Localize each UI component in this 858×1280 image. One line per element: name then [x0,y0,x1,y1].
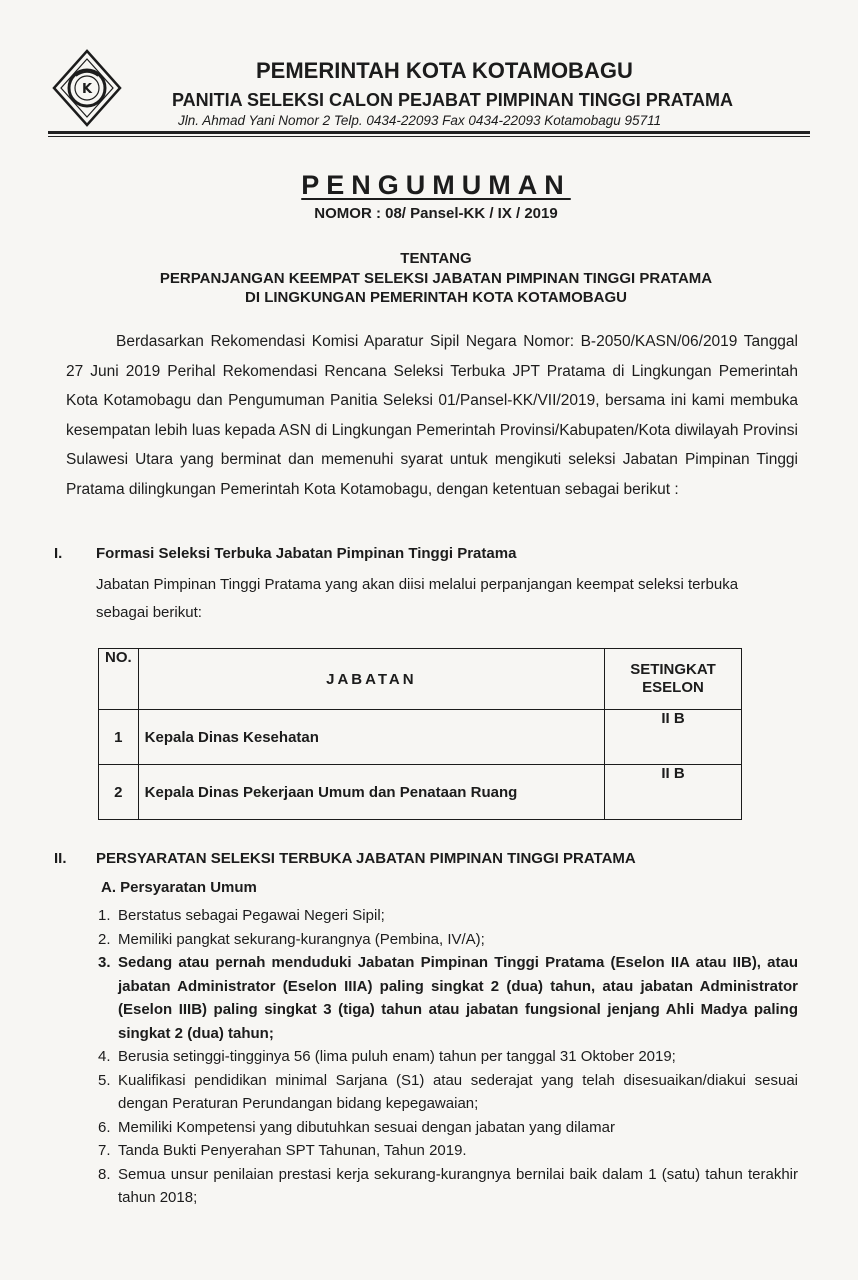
intro-paragraph: Berdasarkan Rekomendasi Komisi Aparatur Sipil Negara Nomor: B-2050/KASN/06/2019 Tanggal 27 Juni 2019 Perihal Rekomendasi Rencana Seleksi Terbuka JPT Pratama di Lingkungan Pemerintah Kota Kotamobagu dan Pengumuman Panitia Seleksi 01/Pansel-KK/VII/2019, bersama ini kami membuka kesempatan lebih luas kepada ASN di Lingkungan Pemerintah Provinsi/Kabupaten/Kota diwilayah Provinsi Sulawesi Utara yang berminat dan memenuhi syarat untuk mengikuti seleksi Jabatan Pimpinan Tinggi Pratama dilingkungan Pemerintah Kota Kotamobagu, dengan ketentuan sebagai berikut : [66,333,798,498]
table-row [99,765,742,820]
subsection-a-heading: A. Persyaratan Umum [101,879,257,896]
header-eselon-line-1: SETINGKAT [630,661,716,678]
list-item-number: 7. [98,1142,111,1159]
list-item-text: Berusia setinggi-tingginya 56 (lima puluh enam) tahun per tanggal 31 Oktober 2019; [118,1048,676,1065]
row-jabatan: Kepala Dinas Kesehatan [138,710,604,765]
crest-letter: K [81,82,93,97]
table-header-row [99,649,742,710]
list-item-number: 8. [98,1165,111,1183]
table-row [99,710,742,765]
letterhead-address: Jln. Ahmad Yani Nomor 2 Telp. 0434-22093 Fax 0434-22093 Kotamobagu 95711 [178,113,662,128]
list-item [98,1163,798,1210]
list-item [98,1116,798,1140]
list-item-text: Memiliki Kompetensi yang dibutuhkan sesuai dengan jabatan yang dilamar [118,1118,615,1136]
kotamobagu-crest-icon [50,48,124,128]
letterhead-subtitle: PANITIA SELEKSI CALON PEJABAT PIMPINAN TINGGI PRATAMA [172,90,734,110]
letterhead-rule-thick [48,131,810,134]
header-eselon [605,649,742,710]
list-item-number: 5. [98,1071,111,1089]
list-item [98,928,798,952]
section-1-heading: Formasi Seleksi Terbuka Jabatan Pimpinan Tinggi Pratama [96,545,517,562]
document-number: NOMOR : 08/ Pansel-KK / IX / 2019 [314,205,558,222]
list-item-number: 1. [98,907,111,924]
position-table [98,648,742,820]
row-eselon: II B [605,765,742,820]
list-item-text: Berstatus sebagai Pegawai Negeri Sipil; [118,907,385,924]
section-2-heading: PERSYARATAN SELEKSI TERBUKA JABATAN PIMPINAN TINGGI PRATAMA [96,850,636,867]
section-2-number: II. [54,850,67,867]
tentang-line-2: DI LINGKUNGAN PEMERINTAH KOTA KOTAMOBAGU [245,289,627,306]
section-1-number: I. [54,545,63,562]
list-item [98,1139,798,1163]
list-item-number: 4. [98,1048,111,1065]
list-item-text: Semua unsur penilaian prestasi kerja sekurang-kurangnya bernilai baik dalam 1 (satu) tahun terakhir tahun 2018; [118,1165,798,1206]
row-jabatan: Kepala Dinas Pekerjaan Umum dan Penataan Ruang [138,765,604,820]
header-jabatan: JABATAN [138,649,604,710]
list-item [98,1069,798,1116]
document-title-text: PENGUMUMAN [301,170,571,200]
tentang-line-1: PERPANJANGAN KEEMPAT SELEKSI JABATAN PIMPINAN TINGGI PRATAMA [159,270,713,287]
row-no: 2 [99,765,139,820]
row-no: 1 [99,710,139,765]
list-item-number: 2. [98,930,111,948]
requirements-list [98,904,798,1210]
letterhead-title: PEMERINTAH KOTA KOTAMOBAGU [256,58,633,83]
document-title [0,170,858,201]
row-eselon: II B [605,710,742,765]
section-1-text: Jabatan Pimpinan Tinggi Pratama yang akan diisi melalui perpanjangan keempat seleksi terbuka sebagai berikut: [96,576,739,621]
list-item-text: Tanda Bukti Penyerahan SPT Tahunan, Tahun 2019. [118,1142,467,1159]
list-item [98,904,798,928]
list-item-text: Kualifikasi pendidikan minimal Sarjana (S1) atau sederajat yang telah disesuaikan/diakui sesuai dengan Peraturan Perundangan bidang kepegawaian; [118,1071,798,1112]
list-item-text: Sedang atau pernah menduduki Jabatan Pimpinan Tinggi Pratama (Eselon IIA atau IIB), atau jabatan Administrator (Eselon IIIA) paling singkat 2 (dua) tahun, atau jabatan Administrator (Eselon IIIB) paling singkat 3 (tiga) tahun atau jabatan fungsional jenjang Ahli Madya paling singkat 2 (dua) tahun; [118,954,798,1042]
list-item-number: 6. [98,1118,111,1136]
header-no: NO. [99,649,139,710]
list-item-text: Memiliki pangkat sekurang-kurangnya (Pembina, IV/A); [118,930,485,948]
header-eselon-line-2: ESELON [642,679,704,696]
tentang-label: TENTANG [400,250,472,267]
list-item [98,951,798,1045]
letterhead-rule-thin [48,136,810,137]
list-item [98,1045,798,1069]
list-item-number: 3. [98,954,111,971]
